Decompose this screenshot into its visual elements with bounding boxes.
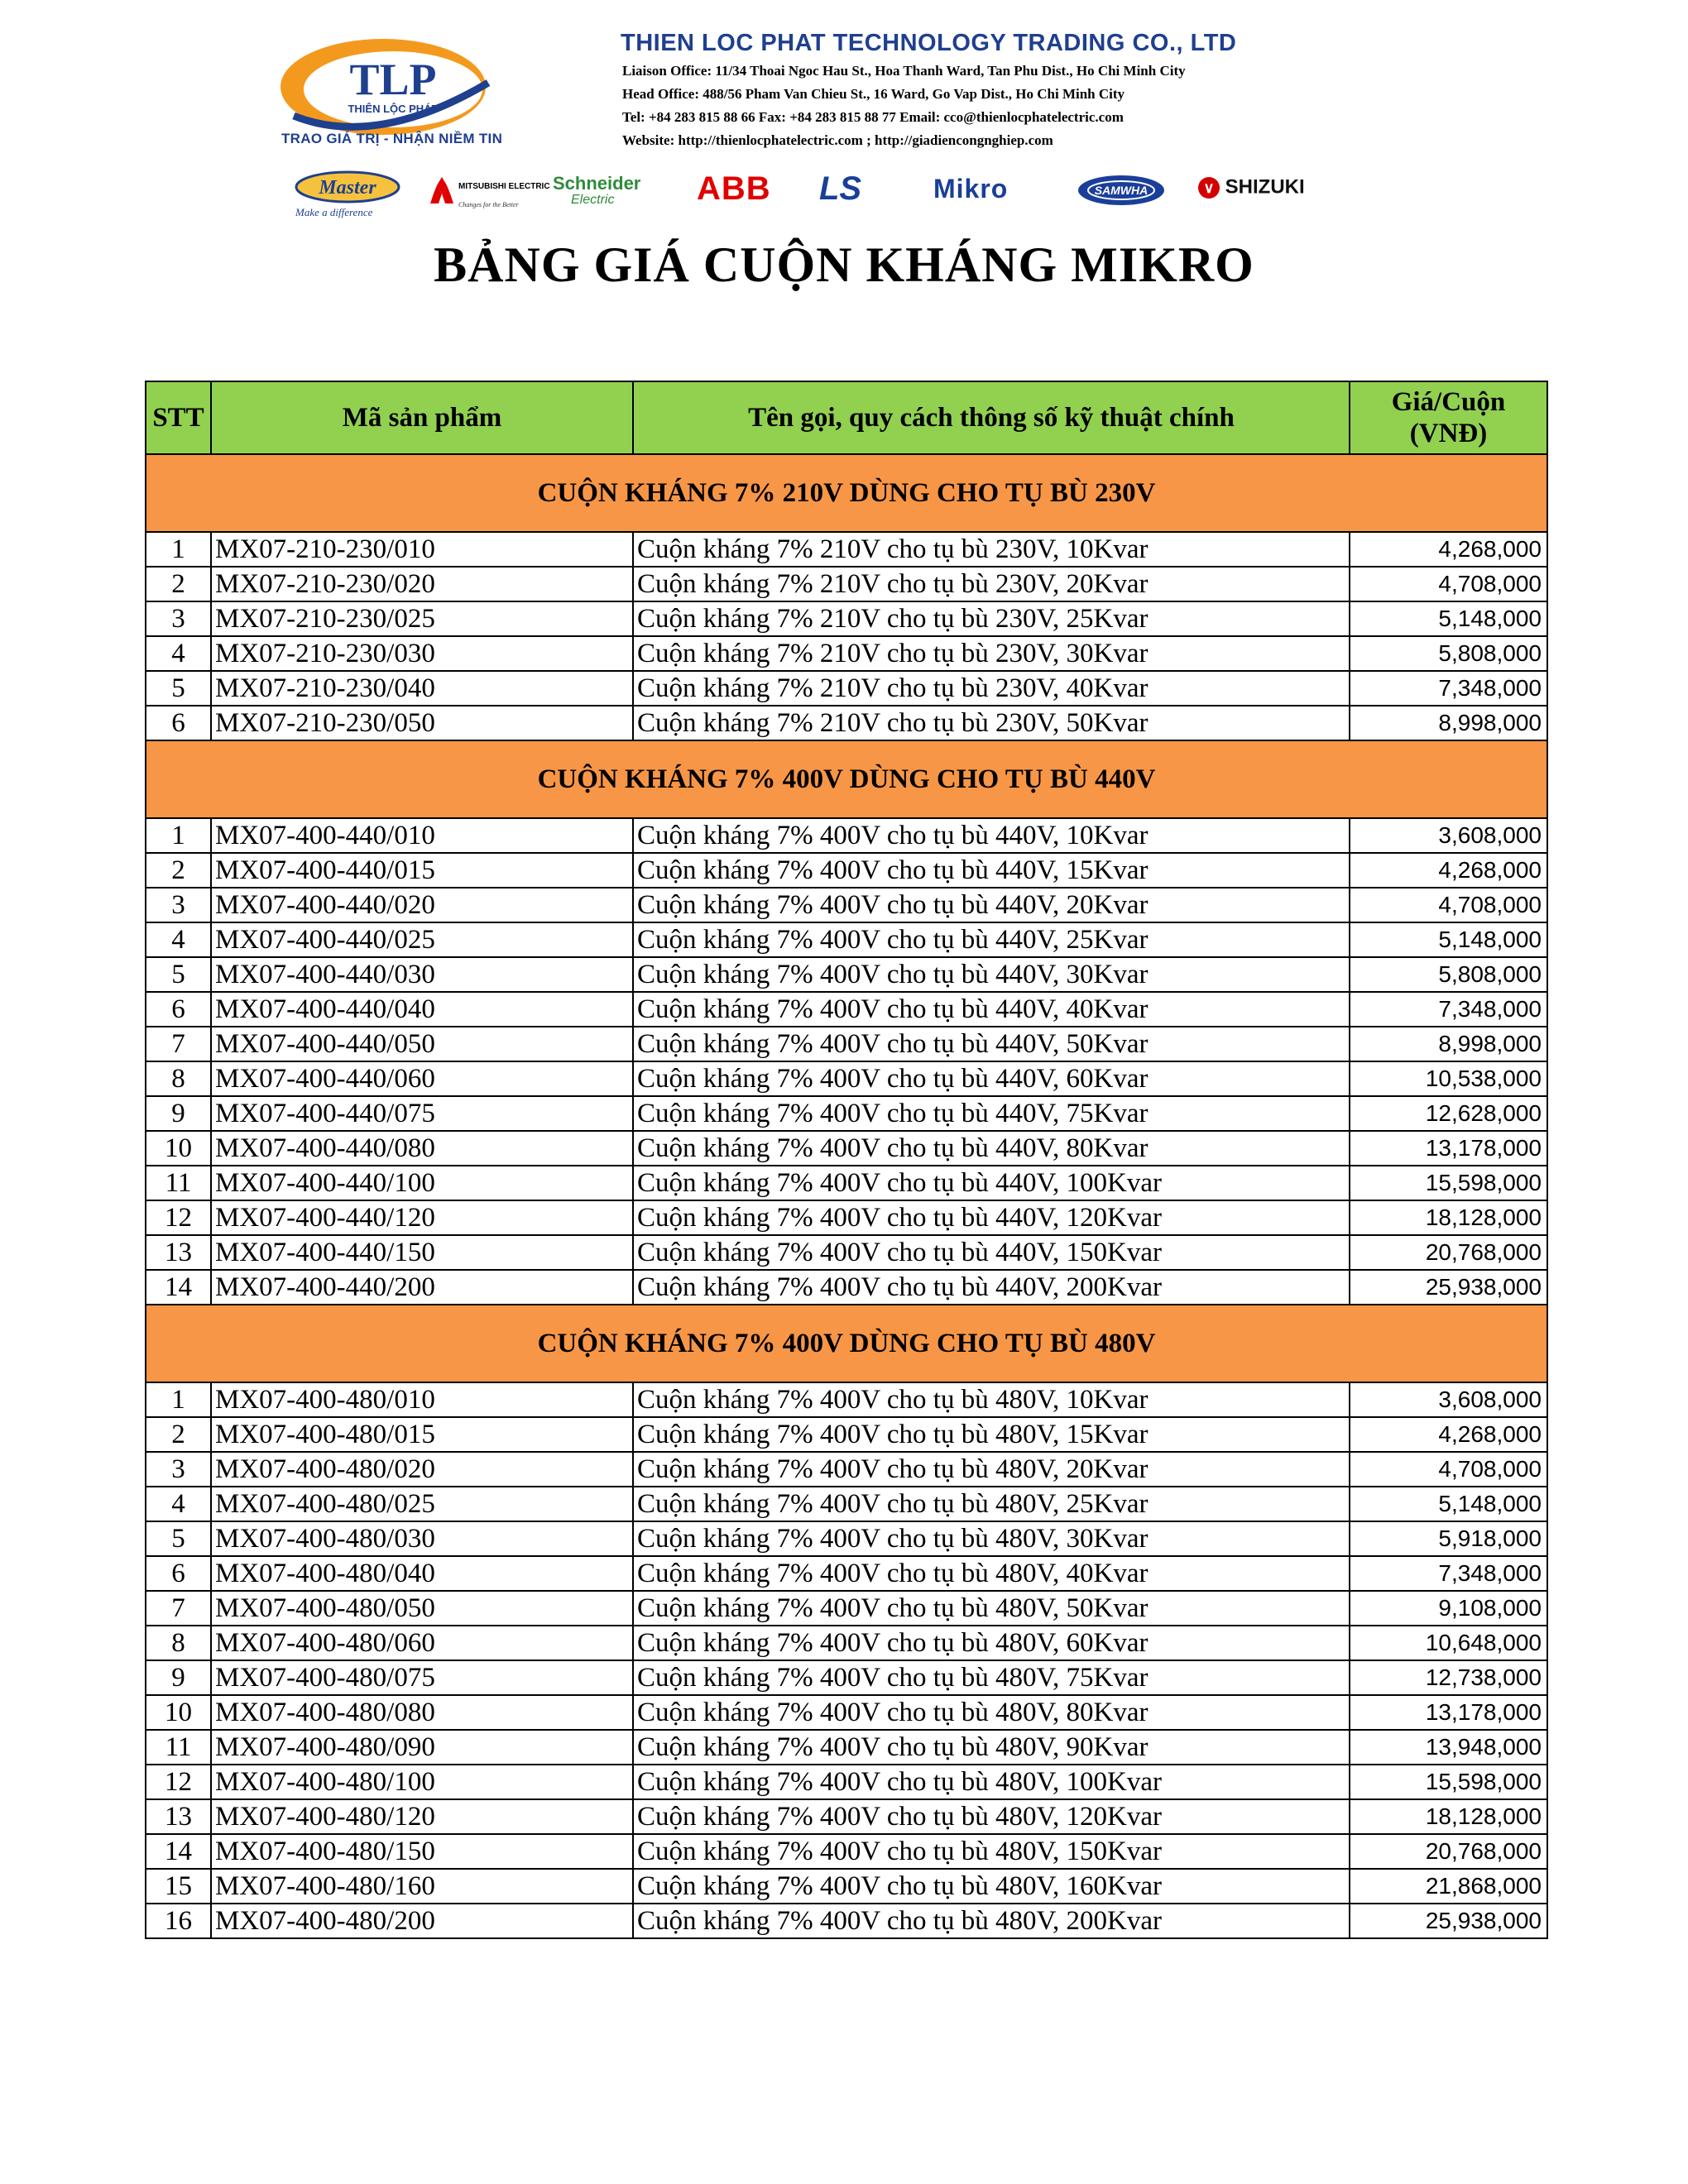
cell-price: 10,538,000 bbox=[1350, 1061, 1547, 1096]
cell-description: Cuộn kháng 7% 400V cho tụ bù 440V, 60Kvar bbox=[633, 1061, 1350, 1096]
table-row bbox=[146, 1027, 1547, 1061]
cell-stt: 6 bbox=[146, 706, 211, 740]
cell-product-code: MX07-400-440/200 bbox=[211, 1270, 633, 1305]
cell-product-code: MX07-400-480/090 bbox=[211, 1730, 633, 1765]
page-title: BẢNG GIÁ CUỘN KHÁNG MIKRO bbox=[434, 237, 1254, 292]
cell-price: 8,998,000 bbox=[1350, 706, 1547, 740]
contact-info: Tel: +84 283 815 88 66 Fax: +84 283 815 88 77 Email: cco@thienlocphatelectric.com bbox=[622, 109, 1124, 125]
table-row bbox=[146, 1869, 1547, 1904]
cell-product-code: MX07-400-440/120 bbox=[211, 1200, 633, 1235]
table-row bbox=[146, 1626, 1547, 1660]
cell-description: Cuộn kháng 7% 400V cho tụ bù 480V, 10Kvar bbox=[633, 1382, 1350, 1417]
cell-stt: 5 bbox=[146, 671, 211, 706]
cell-stt: 2 bbox=[146, 1417, 211, 1452]
table-row bbox=[146, 671, 1547, 706]
cell-product-code: MX07-400-480/015 bbox=[211, 1417, 633, 1452]
company-tagline: TRAO GIÁ TRỊ - NHẬN NIỀM TIN bbox=[281, 131, 503, 146]
cell-product-code: MX07-400-440/015 bbox=[211, 853, 633, 888]
cell-price: 5,808,000 bbox=[1350, 957, 1547, 992]
cell-description: Cuộn kháng 7% 400V cho tụ bù 480V, 40Kvar bbox=[633, 1556, 1350, 1591]
svg-text:MITSUBISHI ELECTRIC: MITSUBISHI ELECTRIC bbox=[458, 182, 550, 191]
cell-product-code: MX07-400-480/040 bbox=[211, 1556, 633, 1591]
cell-description: Cuộn kháng 7% 400V cho tụ bù 440V, 200Kvar bbox=[633, 1270, 1350, 1305]
brand-master-logo bbox=[294, 170, 401, 204]
cell-description: Cuộn kháng 7% 400V cho tụ bù 480V, 80Kvar bbox=[633, 1695, 1350, 1730]
cell-product-code: MX07-210-230/030 bbox=[211, 636, 633, 671]
svg-text:Changes for the Better: Changes for the Better bbox=[458, 201, 519, 208]
section-row bbox=[146, 740, 1547, 818]
cell-stt: 4 bbox=[146, 922, 211, 957]
cell-stt: 8 bbox=[146, 1061, 211, 1096]
cell-description: Cuộn kháng 7% 400V cho tụ bù 440V, 75Kvar bbox=[633, 1096, 1350, 1131]
cell-product-code: MX07-400-480/080 bbox=[211, 1695, 633, 1730]
table-row bbox=[146, 1166, 1547, 1200]
header-desc: Tên gọi, quy cách thông số kỹ thuật chính bbox=[633, 381, 1350, 454]
table-row bbox=[146, 1061, 1547, 1096]
brand-ls-logo: LS bbox=[819, 170, 862, 207]
table-row bbox=[146, 957, 1547, 992]
cell-stt: 7 bbox=[146, 1027, 211, 1061]
cell-stt: 11 bbox=[146, 1730, 211, 1765]
cell-price: 13,178,000 bbox=[1350, 1131, 1547, 1166]
cell-description: Cuộn kháng 7% 400V cho tụ bù 440V, 150Kvar bbox=[633, 1235, 1350, 1270]
brand-mikro-logo: Mikro bbox=[933, 174, 1009, 204]
cell-price: 25,938,000 bbox=[1350, 1904, 1547, 1938]
cell-price: 25,938,000 bbox=[1350, 1270, 1547, 1305]
cell-product-code: MX07-400-480/100 bbox=[211, 1765, 633, 1799]
cell-product-code: MX07-210-230/010 bbox=[211, 532, 633, 567]
cell-description: Cuộn kháng 7% 210V cho tụ bù 230V, 30Kvar bbox=[633, 636, 1350, 671]
cell-stt: 7 bbox=[146, 1591, 211, 1626]
cell-stt: 16 bbox=[146, 1904, 211, 1938]
cell-price: 15,598,000 bbox=[1350, 1166, 1547, 1200]
table-row bbox=[146, 1730, 1547, 1765]
cell-product-code: MX07-400-440/025 bbox=[211, 922, 633, 957]
cell-price: 12,628,000 bbox=[1350, 1096, 1547, 1131]
cell-price: 4,268,000 bbox=[1350, 853, 1547, 888]
cell-description: Cuộn kháng 7% 400V cho tụ bù 480V, 25Kvar bbox=[633, 1487, 1350, 1521]
cell-description: Cuộn kháng 7% 210V cho tụ bù 230V, 10Kvar bbox=[633, 532, 1350, 567]
cell-stt: 14 bbox=[146, 1270, 211, 1305]
table-row bbox=[146, 1417, 1547, 1452]
cell-product-code: MX07-400-480/020 bbox=[211, 1452, 633, 1487]
table-row bbox=[146, 1382, 1547, 1417]
brand-shizuki-logo: ∨ SHIZUKI bbox=[1198, 175, 1305, 199]
table-row bbox=[146, 1487, 1547, 1521]
cell-description: Cuộn kháng 7% 400V cho tụ bù 480V, 100Kvar bbox=[633, 1765, 1350, 1799]
table-row bbox=[146, 992, 1547, 1027]
cell-stt: 5 bbox=[146, 1521, 211, 1556]
table-row bbox=[146, 1695, 1547, 1730]
cell-price: 5,148,000 bbox=[1350, 601, 1547, 636]
cell-description: Cuộn kháng 7% 400V cho tụ bù 440V, 25Kvar bbox=[633, 922, 1350, 957]
table-row bbox=[146, 1556, 1547, 1591]
header-stt: STT bbox=[146, 381, 211, 454]
cell-description: Cuộn kháng 7% 210V cho tụ bù 230V, 50Kvar bbox=[633, 706, 1350, 740]
cell-description: Cuộn kháng 7% 400V cho tụ bù 480V, 200Kvar bbox=[633, 1904, 1350, 1938]
cell-price: 7,348,000 bbox=[1350, 671, 1547, 706]
header-price: Giá/Cuộn (VNĐ) bbox=[1350, 381, 1547, 454]
cell-stt: 2 bbox=[146, 567, 211, 601]
company-name: THIEN LOC PHAT TECHNOLOGY TRADING CO., LTD bbox=[621, 30, 1237, 56]
cell-description: Cuộn kháng 7% 400V cho tụ bù 440V, 120Kvar bbox=[633, 1200, 1350, 1235]
cell-price: 5,148,000 bbox=[1350, 922, 1547, 957]
table-row bbox=[146, 1521, 1547, 1556]
cell-description: Cuộn kháng 7% 400V cho tụ bù 440V, 50Kvar bbox=[633, 1027, 1350, 1061]
cell-product-code: MX07-400-440/040 bbox=[211, 992, 633, 1027]
cell-stt: 12 bbox=[146, 1765, 211, 1799]
table-row bbox=[146, 888, 1547, 922]
cell-price: 20,768,000 bbox=[1350, 1834, 1547, 1869]
section-row bbox=[146, 1305, 1547, 1382]
cell-price: 4,708,000 bbox=[1350, 1452, 1547, 1487]
cell-price: 3,608,000 bbox=[1350, 1382, 1547, 1417]
cell-price: 8,998,000 bbox=[1350, 1027, 1547, 1061]
cell-product-code: MX07-400-440/050 bbox=[211, 1027, 633, 1061]
cell-description: Cuộn kháng 7% 400V cho tụ bù 480V, 75Kvar bbox=[633, 1660, 1350, 1695]
cell-product-code: MX07-210-230/020 bbox=[211, 567, 633, 601]
cell-stt: 13 bbox=[146, 1799, 211, 1834]
cell-stt: 15 bbox=[146, 1869, 211, 1904]
cell-stt: 4 bbox=[146, 636, 211, 671]
liaison-office: Liaison Office: 11/34 Thoai Ngoc Hau St., Hoa Thanh Ward, Tan Phu Dist., Ho Chi Minh City bbox=[622, 63, 1186, 79]
cell-price: 21,868,000 bbox=[1350, 1869, 1547, 1904]
cell-price: 9,108,000 bbox=[1350, 1591, 1547, 1626]
head-office: Head Office: 488/56 Pham Van Chieu St., 16 Ward, Go Vap Dist., Ho Chi Minh City bbox=[622, 86, 1125, 102]
table-row bbox=[146, 1765, 1547, 1799]
cell-stt: 10 bbox=[146, 1131, 211, 1166]
cell-description: Cuộn kháng 7% 400V cho tụ bù 440V, 30Kvar bbox=[633, 957, 1350, 992]
cell-stt: 1 bbox=[146, 818, 211, 853]
cell-description: Cuộn kháng 7% 210V cho tụ bù 230V, 40Kvar bbox=[633, 671, 1350, 706]
cell-product-code: MX07-400-440/150 bbox=[211, 1235, 633, 1270]
cell-price: 5,808,000 bbox=[1350, 636, 1547, 671]
cell-stt: 10 bbox=[146, 1695, 211, 1730]
cell-price: 4,268,000 bbox=[1350, 1417, 1547, 1452]
cell-description: Cuộn kháng 7% 210V cho tụ bù 230V, 25Kvar bbox=[633, 601, 1350, 636]
cell-stt: 6 bbox=[146, 1556, 211, 1591]
table-row bbox=[146, 567, 1547, 601]
cell-stt: 9 bbox=[146, 1660, 211, 1695]
cell-stt: 6 bbox=[146, 992, 211, 1027]
brand-mitsubishi-logo bbox=[430, 175, 550, 212]
cell-stt: 1 bbox=[146, 1382, 211, 1417]
cell-product-code: MX07-400-440/020 bbox=[211, 888, 633, 922]
section-title: CUỘN KHÁNG 7% 400V DÙNG CHO TỤ BÙ 440V bbox=[146, 740, 1547, 818]
table-row bbox=[146, 1799, 1547, 1834]
cell-product-code: MX07-400-440/060 bbox=[211, 1061, 633, 1096]
table-row bbox=[146, 922, 1547, 957]
brand-master-tagline: Make a difference bbox=[295, 206, 373, 218]
cell-description: Cuộn kháng 7% 210V cho tụ bù 230V, 20Kvar bbox=[633, 567, 1350, 601]
cell-stt: 12 bbox=[146, 1200, 211, 1235]
table-row bbox=[146, 818, 1547, 853]
cell-product-code: MX07-400-480/200 bbox=[211, 1904, 633, 1938]
cell-description: Cuộn kháng 7% 400V cho tụ bù 480V, 60Kvar bbox=[633, 1626, 1350, 1660]
cell-product-code: MX07-210-230/025 bbox=[211, 601, 633, 636]
cell-product-code: MX07-400-480/010 bbox=[211, 1382, 633, 1417]
cell-product-code: MX07-400-440/100 bbox=[211, 1166, 633, 1200]
cell-stt: 8 bbox=[146, 1626, 211, 1660]
table-row bbox=[146, 1660, 1547, 1695]
table-row bbox=[146, 1904, 1547, 1938]
cell-stt: 13 bbox=[146, 1235, 211, 1270]
cell-stt: 9 bbox=[146, 1096, 211, 1131]
table-row bbox=[146, 1270, 1547, 1305]
cell-stt: 3 bbox=[146, 601, 211, 636]
cell-description: Cuộn kháng 7% 400V cho tụ bù 480V, 15Kvar bbox=[633, 1417, 1350, 1452]
cell-price: 15,598,000 bbox=[1350, 1765, 1547, 1799]
cell-price: 4,708,000 bbox=[1350, 567, 1547, 601]
cell-price: 5,148,000 bbox=[1350, 1487, 1547, 1521]
cell-stt: 4 bbox=[146, 1487, 211, 1521]
cell-description: Cuộn kháng 7% 400V cho tụ bù 440V, 20Kvar bbox=[633, 888, 1350, 922]
cell-stt: 3 bbox=[146, 1452, 211, 1487]
table-row bbox=[146, 1235, 1547, 1270]
cell-product-code: MX07-400-480/025 bbox=[211, 1487, 633, 1521]
cell-price: 18,128,000 bbox=[1350, 1799, 1547, 1834]
cell-description: Cuộn kháng 7% 400V cho tụ bù 480V, 150Kvar bbox=[633, 1834, 1350, 1869]
brand-abb-logo: ABB bbox=[697, 170, 771, 207]
cell-product-code: MX07-400-480/160 bbox=[211, 1869, 633, 1904]
table-row bbox=[146, 636, 1547, 671]
table-row bbox=[146, 532, 1547, 567]
header-code: Mã sản phẩm bbox=[211, 381, 633, 454]
svg-text:SAMWHA: SAMWHA bbox=[1094, 184, 1149, 197]
cell-product-code: MX07-210-230/050 bbox=[211, 706, 633, 740]
cell-description: Cuộn kháng 7% 400V cho tụ bù 480V, 20Kvar bbox=[633, 1452, 1350, 1487]
cell-price: 20,768,000 bbox=[1350, 1235, 1547, 1270]
cell-product-code: MX07-400-480/060 bbox=[211, 1626, 633, 1660]
brand-samwha-logo bbox=[1076, 172, 1167, 208]
cell-stt: 5 bbox=[146, 957, 211, 992]
cell-price: 13,178,000 bbox=[1350, 1695, 1547, 1730]
cell-product-code: MX07-400-480/075 bbox=[211, 1660, 633, 1695]
cell-stt: 1 bbox=[146, 532, 211, 567]
cell-price: 7,348,000 bbox=[1350, 992, 1547, 1027]
shizuki-mark-icon: ∨ bbox=[1198, 177, 1220, 199]
price-table bbox=[145, 381, 1548, 1939]
website-info: Website: http://thienlocphatelectric.com ; http://giadiencongnghiep.com bbox=[622, 132, 1053, 148]
cell-product-code: MX07-210-230/040 bbox=[211, 671, 633, 706]
cell-price: 12,738,000 bbox=[1350, 1660, 1547, 1695]
cell-stt: 11 bbox=[146, 1166, 211, 1200]
cell-product-code: MX07-400-480/120 bbox=[211, 1799, 633, 1834]
cell-description: Cuộn kháng 7% 400V cho tụ bù 480V, 90Kvar bbox=[633, 1730, 1350, 1765]
cell-product-code: MX07-400-440/075 bbox=[211, 1096, 633, 1131]
cell-price: 7,348,000 bbox=[1350, 1556, 1547, 1591]
cell-product-code: MX07-400-440/080 bbox=[211, 1131, 633, 1166]
cell-stt: 3 bbox=[146, 888, 211, 922]
cell-price: 13,948,000 bbox=[1350, 1730, 1547, 1765]
table-row bbox=[146, 1096, 1547, 1131]
cell-description: Cuộn kháng 7% 400V cho tụ bù 440V, 80Kvar bbox=[633, 1131, 1350, 1166]
cell-description: Cuộn kháng 7% 400V cho tụ bù 440V, 15Kvar bbox=[633, 853, 1350, 888]
cell-price: 4,708,000 bbox=[1350, 888, 1547, 922]
brand-schneider-logo: Schneider Electric bbox=[553, 173, 641, 207]
table-header-row bbox=[146, 381, 1547, 454]
cell-price: 18,128,000 bbox=[1350, 1200, 1547, 1235]
cell-product-code: MX07-400-480/030 bbox=[211, 1521, 633, 1556]
cell-description: Cuộn kháng 7% 400V cho tụ bù 480V, 50Kvar bbox=[633, 1591, 1350, 1626]
cell-description: Cuộn kháng 7% 400V cho tụ bù 480V, 160Kvar bbox=[633, 1869, 1350, 1904]
section-title: CUỘN KHÁNG 7% 400V DÙNG CHO TỤ BÙ 480V bbox=[146, 1305, 1547, 1382]
table-row bbox=[146, 1131, 1547, 1166]
cell-stt: 2 bbox=[146, 853, 211, 888]
table-row bbox=[146, 706, 1547, 740]
table-row bbox=[146, 1200, 1547, 1235]
cell-description: Cuộn kháng 7% 400V cho tụ bù 440V, 100Kvar bbox=[633, 1166, 1350, 1200]
cell-description: Cuộn kháng 7% 400V cho tụ bù 480V, 120Kvar bbox=[633, 1799, 1350, 1834]
cell-price: 5,918,000 bbox=[1350, 1521, 1547, 1556]
cell-product-code: MX07-400-440/010 bbox=[211, 818, 633, 853]
cell-product-code: MX07-400-440/030 bbox=[211, 957, 633, 992]
table-body bbox=[146, 454, 1547, 1938]
svg-text:Master: Master bbox=[319, 177, 376, 199]
cell-product-code: MX07-400-480/050 bbox=[211, 1591, 633, 1626]
cell-description: Cuộn kháng 7% 400V cho tụ bù 440V, 40Kvar bbox=[633, 992, 1350, 1027]
table-row bbox=[146, 1452, 1547, 1487]
section-title: CUỘN KHÁNG 7% 210V DÙNG CHO TỤ BÙ 230V bbox=[146, 454, 1547, 532]
section-row bbox=[146, 454, 1547, 532]
cell-product-code: MX07-400-480/150 bbox=[211, 1834, 633, 1869]
cell-price: 4,268,000 bbox=[1350, 532, 1547, 567]
table-row bbox=[146, 1834, 1547, 1869]
cell-price: 3,608,000 bbox=[1350, 818, 1547, 853]
logo-text: TLP bbox=[349, 55, 437, 104]
cell-price: 10,648,000 bbox=[1350, 1626, 1547, 1660]
table-row bbox=[146, 1591, 1547, 1626]
cell-description: Cuộn kháng 7% 400V cho tụ bù 480V, 30Kvar bbox=[633, 1521, 1350, 1556]
cell-description: Cuộn kháng 7% 400V cho tụ bù 440V, 10Kvar bbox=[633, 818, 1350, 853]
table-row bbox=[146, 601, 1547, 636]
logo-subtext: THIÊN LỘC PHÁT bbox=[348, 103, 439, 115]
table-row bbox=[146, 853, 1547, 888]
cell-stt: 14 bbox=[146, 1834, 211, 1869]
